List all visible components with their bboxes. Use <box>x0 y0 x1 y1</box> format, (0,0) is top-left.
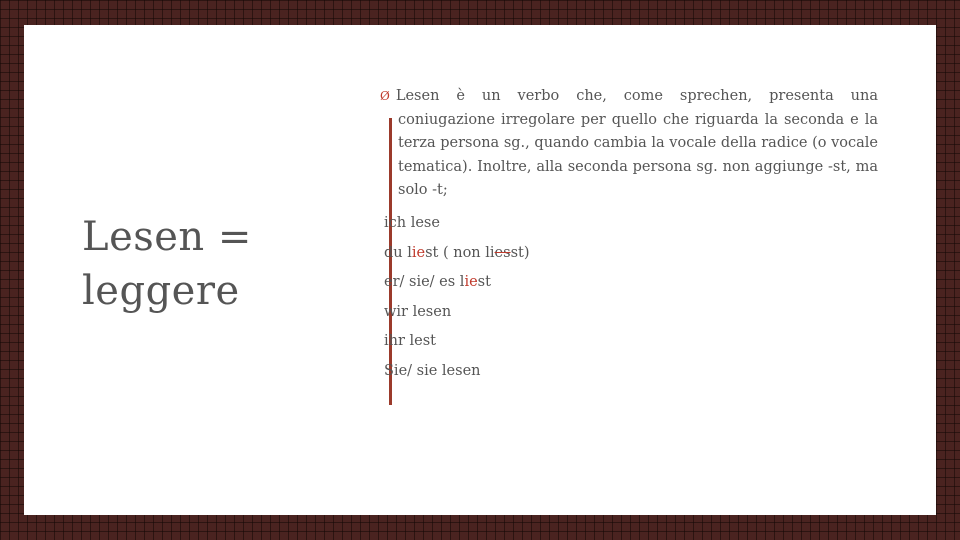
line-text: ihr lest <box>384 333 437 349</box>
slide-title <box>82 210 312 318</box>
conjugation-line <box>384 327 784 357</box>
highlight-vowel: ie <box>464 274 478 290</box>
conjugation-line <box>384 209 784 239</box>
line-text: st) <box>510 244 530 261</box>
conjugation-line <box>384 357 784 387</box>
conjugation-line <box>384 239 784 269</box>
conjugation-list <box>384 209 784 386</box>
line-text: du l <box>384 244 412 261</box>
explanation-paragraph <box>380 85 878 203</box>
struck-vowel: es <box>494 244 511 261</box>
title-line-1: Lesen = <box>82 214 252 260</box>
line-text: st ( non li <box>425 244 495 261</box>
bullet-icon: Ø <box>380 89 390 103</box>
conjugation-line <box>384 268 784 298</box>
line-text: wir lesen <box>384 303 452 320</box>
paragraph-text: Lesen è un verbo che, come sprechen, presenta una coniugazione irregolare per quello che riguarda la seconda e la terza persona sg., quando cambia la vocale della radice (o vocale tematica). Inoltre, alla seconda persona sg. non aggiunge -st, ma solo -t; <box>395 88 878 198</box>
conjugation-line <box>384 298 784 328</box>
line-text: Sie/ sie lesen <box>384 362 481 379</box>
slide <box>24 25 936 515</box>
highlight-vowel: ie <box>411 244 426 261</box>
line-text: er/ sie/ es l <box>384 274 465 290</box>
line-text: ich lese <box>384 215 440 231</box>
line-text: st <box>477 274 491 290</box>
title-line-2: leggere <box>82 268 240 314</box>
